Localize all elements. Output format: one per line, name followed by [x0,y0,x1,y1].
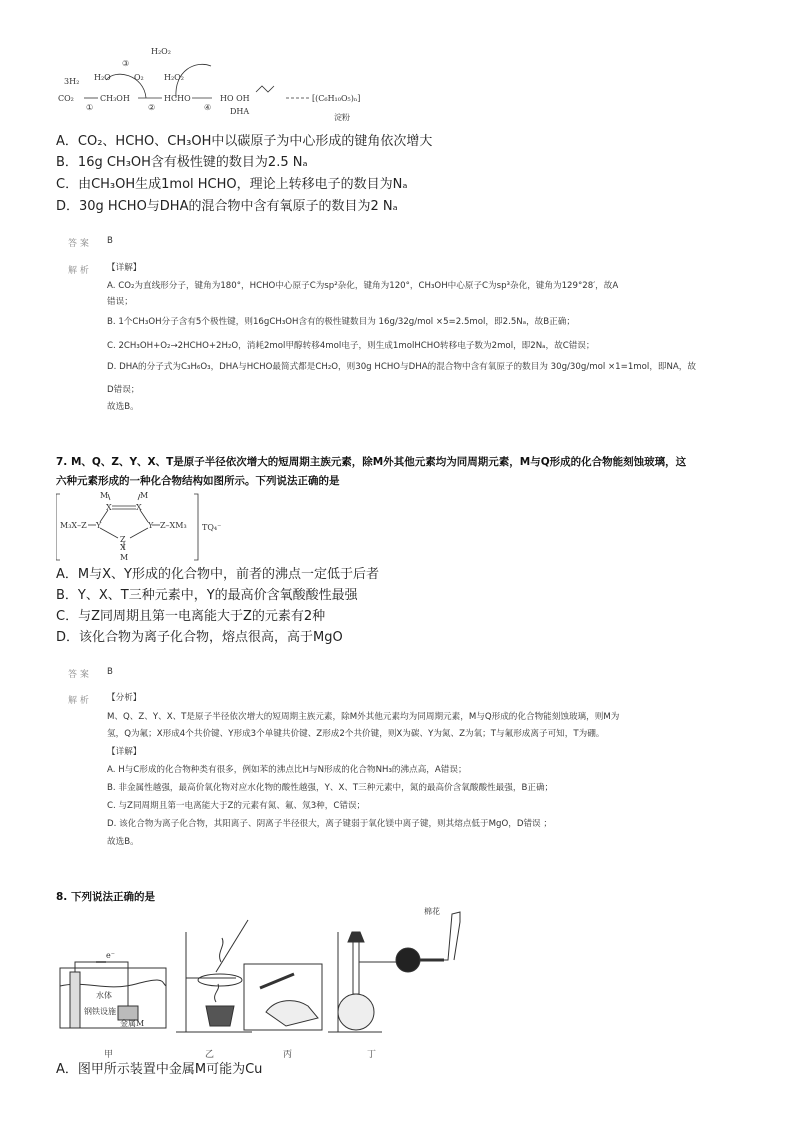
scheme-dha-formula: HO OH [220,94,250,103]
q7-analysis-label: 解 析 [68,696,89,706]
q7-title-line1: 7. M、Q、Z、Y、X、T是原子半径依次增大的短周期主族元素，除M外其他元素均为同周期元素，M与Q形成的化合物能刻蚀玻璃，这 [56,456,687,468]
caption-bing: 丙 [283,1050,293,1060]
q7-explanation-line: B. 非金属性越强，最高价氧化物对应水化物的酸性越强，Y、X、T三种元素中，氮的最高价含氧酸酸性最强，B正确； [107,783,554,793]
q6-explanation-line: C. 2CH₃OH+O₂→2HCHO+2H₂O，消耗2mol甲醇转移4mol电子，则生成1molHCHO转移电子数为2mol，即2Nₐ，故C错误； [107,341,595,351]
q7-explanation-line: D. 该化合物为离子化合物，其阳离子、阴离子半径很大，离子键弱于氧化镁中离子键，则其熔点低于MgO，D错误 ； [107,819,552,829]
q7-explanation-line: 氢，Q为氟；X形成4个共价键、Y形成3个单键共价键、Z形成2个共价键，则X为碳、Y为氮、Z为氧；T与氟形成离子可知，T为硼。 [107,729,605,739]
q6-explanation-line: 错误； [107,297,133,307]
q7-answer: B [107,667,113,677]
q6-explanation-line: 故选B。 [107,402,139,412]
struct-y-right: Y [148,521,154,530]
struct-counter-ion: TQ₄⁻ [202,523,222,532]
q8-option-a: A．图甲所示装置中金属M可能为Cu [56,1062,263,1077]
q6-explanation-line: 【详解】 [107,263,142,273]
struct-m-top-right: M [140,491,149,500]
q7-explanation-line: 【详解】 [107,747,142,757]
q7-option-a: A．M与X、Y形成的化合物中，前者的沸点一定低于后者 [56,567,379,582]
q7-structure-diagram [56,490,226,566]
scheme-starch: 淀粉 [334,113,350,122]
q7-explanation-line: A. H与C形成的化合物种类有很多，例如苯的沸点比H与N形成的化合物NH₃的沸点高，A错误； [107,765,467,775]
q6-explanation-line: B. 1个CH₃OH分子含有5个极性键，则16gCH₃OH含有的极性键数目为 16g/32g/mol ×5=2.5mol，即2.5Nₐ，故B正确； [107,317,575,327]
struct-x-left: X [106,503,112,512]
struct-right-group: Z–XM₃ [160,521,187,530]
q7-explanation-line: 故选B。 [107,837,139,847]
q6-option-a: A．CO₂、HCHO、CH₃OH中以碳原子为中心形成的键角依次增大 [56,134,433,149]
caption-ding: 丁 [367,1050,377,1060]
scheme-dha: DHA [230,107,250,116]
q8-apparatus [56,902,486,1042]
scheme-co2: CO₂ [58,94,74,103]
label-water: 水体 [96,991,112,1000]
scheme-step1: ① [86,103,94,112]
q6-explanation-line: D. DHA的分子式为C₃H₆O₃，DHA与HCHO最简式都是CH₂O，则30g HCHO与DHA的混合物中含有氧原子的数目为 30g/30g/mol ×1=1mol，即NA，故 [107,362,696,372]
q7-explanation-line: C. 与Z同周期且第一电离能大于Z的元素有氮、氟、氖3种，C错误； [107,801,366,811]
scheme-step3: ③ [122,59,130,68]
struct-left-group: M₃X–Z [60,521,87,530]
q7-option-b: B．Y、X、T三种元素中，Y的最高价含氧酸酸性最强 [56,588,358,603]
struct-m-bottom: M [120,553,129,562]
caption-jia: 甲 [104,1050,114,1060]
struct-x-bottom: X [120,543,126,552]
scheme-step2: ② [148,103,156,112]
q7-option-c: C．与Z同周期且第一电离能大于Z的元素有2种 [56,609,326,624]
q7-explanation-line: M、Q、Z、Y、X、T是原子半径依次增大的短周期主族元素，除M外其他元素均为同周期元素，M与Q形成的化合物能刻蚀玻璃，则M为 [107,712,620,722]
struct-y-left: Y [96,521,102,530]
label-metal-m: 金属M [120,1019,145,1028]
q6-answer: B [107,236,113,246]
q8-title: 8. 下列说法正确的是 [56,891,155,903]
caption-yi: 乙 [205,1050,215,1060]
q6-explanation-line: D错误； [107,385,140,395]
q6-option-b: B．16g CH₃OH含有极性键的数目为2.5 Nₐ [56,155,308,170]
reaction-scheme [56,40,376,124]
q7-title-line2: 六种元素形成的一种化合物结构如图所示。下列说法正确的是 [56,475,340,487]
q7-answer-label: 答 案 [68,670,89,680]
scheme-3h2: 3H₂ [64,77,80,86]
struct-z-center: Z [120,535,126,544]
q6-explanation-line: A. CO₂为直线形分子，键角为180°，HCHO中心原子C为sp²杂化，键角为120°，CH₃OH中心原子C为sp³杂化，键角为129°28′，故A [107,281,619,291]
scheme-h2o2-top: H₂O₂ [151,47,171,56]
q7-explanation-line: 【分析】 [107,693,142,703]
scheme-hcho: HCHO [164,94,191,103]
scheme-o2: O₂ [134,73,144,82]
label-cotton: 棉花 [424,907,440,916]
scheme-starch-formula: [(C₆H₁₀O₅)ₙ] [312,94,361,103]
scheme-ch3oh: CH₃OH [100,94,130,103]
scheme-h2o-a: H₂O [94,73,111,82]
struct-m-top-left: M [100,491,109,500]
scheme-h2o2-b: H₂O₂ [164,73,184,82]
q6-analysis-label: 解 析 [68,266,89,276]
label-steel: 钢铁设施 [84,1007,116,1016]
q6-option-c: C．由CH₃OH生成1mol HCHO，理论上转移电子的数目为Nₐ [56,177,408,192]
label-electron: e⁻ [106,951,115,960]
q7-option-d: D．该化合物为离子化合物，熔点很高，高于MgO [56,630,343,645]
struct-x-right: X [136,503,142,512]
q6-answer-label: 答 案 [68,239,89,249]
q6-option-d: D．30g HCHO与DHA的混合物中含有氧原子的数目为2 Nₐ [56,199,398,214]
scheme-step4: ④ [204,103,212,112]
